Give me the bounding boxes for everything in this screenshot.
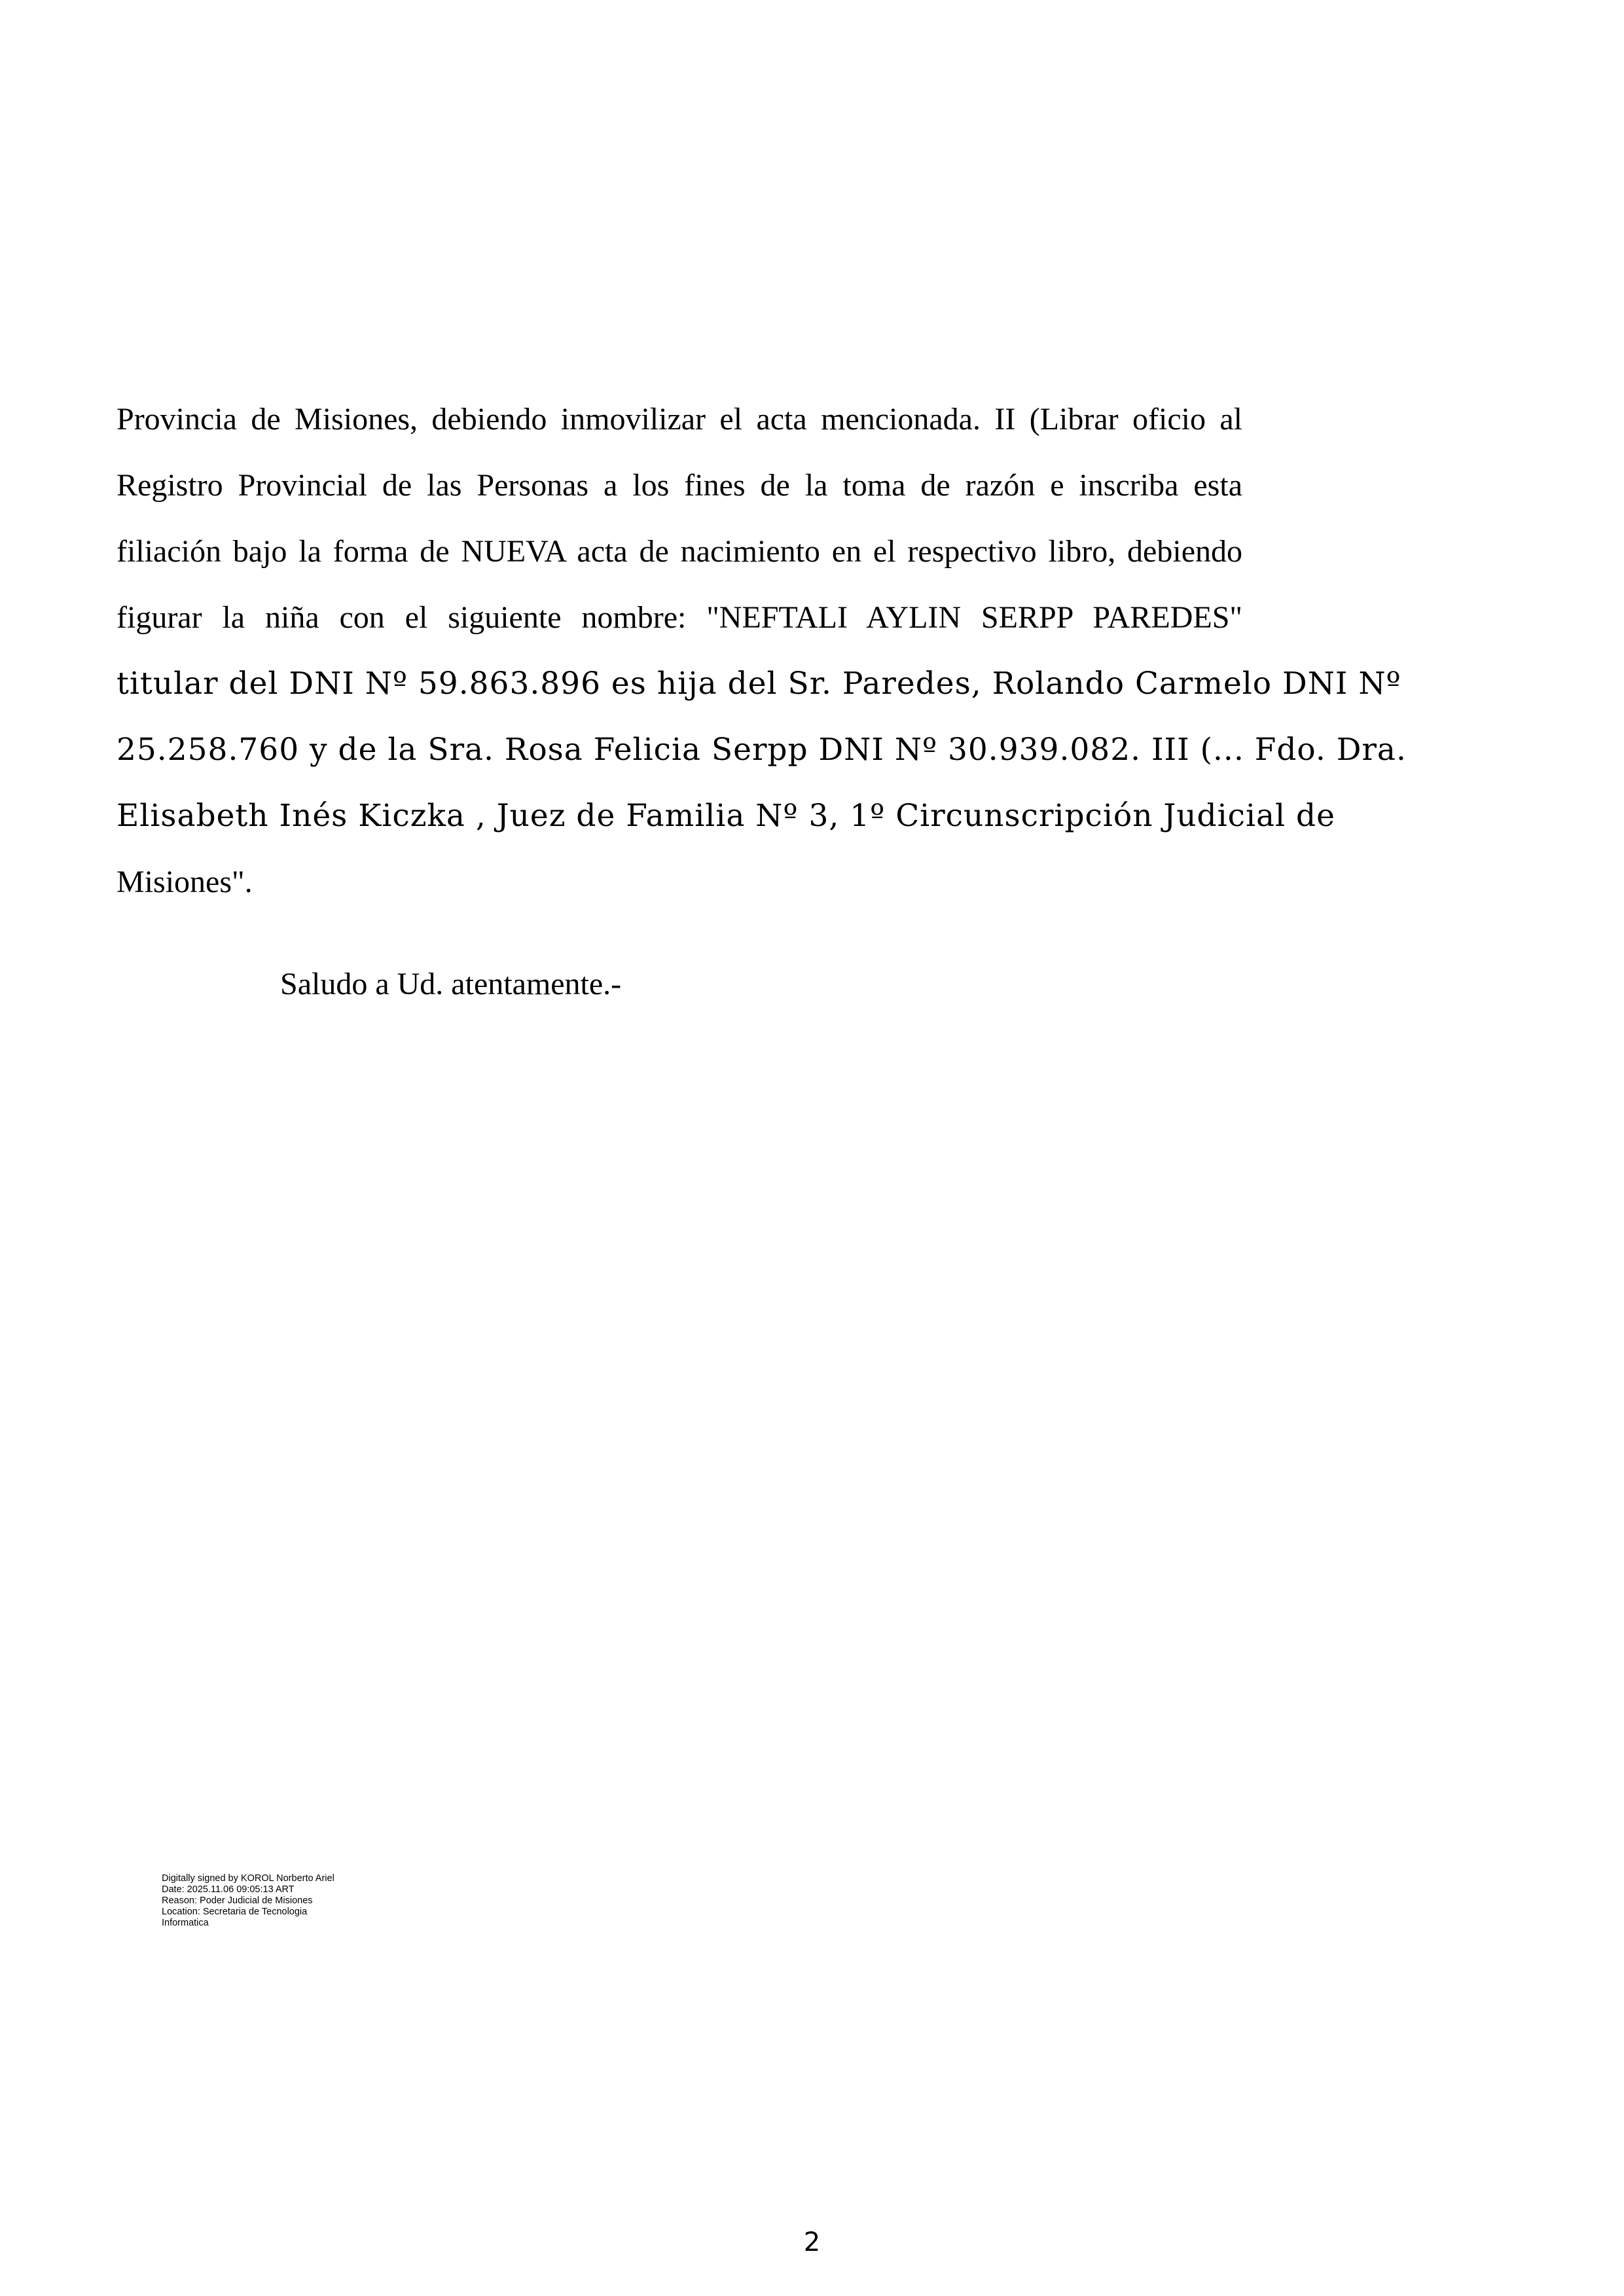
closing-salutation: Saludo a Ud. atentamente.- bbox=[280, 967, 622, 1001]
page-number: 2 bbox=[803, 2227, 821, 2257]
text-line: figurar la niña con el siguiente nombre: "NEFTALI AYLIN SERPP PAREDES" bbox=[117, 600, 1242, 635]
text-line: Registro Provincial de las Personas a los fines de la toma de razón e inscriba esta bbox=[117, 468, 1242, 503]
text-line: Elisabeth Inés Kiczka , Juez de Familia Nº 3, 1º Circunscripción Judicial de bbox=[117, 798, 1335, 834]
signature-location: Location: Secretaria de Tecnologia bbox=[162, 1907, 308, 1917]
signature-location-cont: Informatica bbox=[162, 1918, 209, 1928]
text-line: filiación bajo la forma de NUEVA acta de nacimiento en el respectivo libro, debiendo bbox=[117, 534, 1242, 569]
text-line: Misiones". bbox=[117, 865, 253, 899]
resolution-text bbox=[117, 386, 1407, 915]
signature-reason: Reason: Poder Judicial de Misiones bbox=[162, 1895, 313, 1906]
signature-date: Date: 2025.11.06 09:05:13 ART bbox=[162, 1884, 295, 1895]
signature-signer: Digitally signed by KOROL Norberto Ariel bbox=[162, 1873, 334, 1884]
text-line: 25.258.760 y de la Sra. Rosa Felicia Serpp DNI Nº 30.939.082. III (... Fdo. Dra. bbox=[117, 732, 1407, 768]
text-line: Provincia de Misiones, debiendo inmovilizar el acta mencionada. II (Librar oficio al bbox=[117, 402, 1242, 437]
digital-signature-stamp bbox=[162, 1873, 437, 1929]
text-line: titular del DNI Nº 59.863.896 es hija del Sr. Paredes, Rolando Carmelo DNI Nº bbox=[117, 666, 1401, 702]
